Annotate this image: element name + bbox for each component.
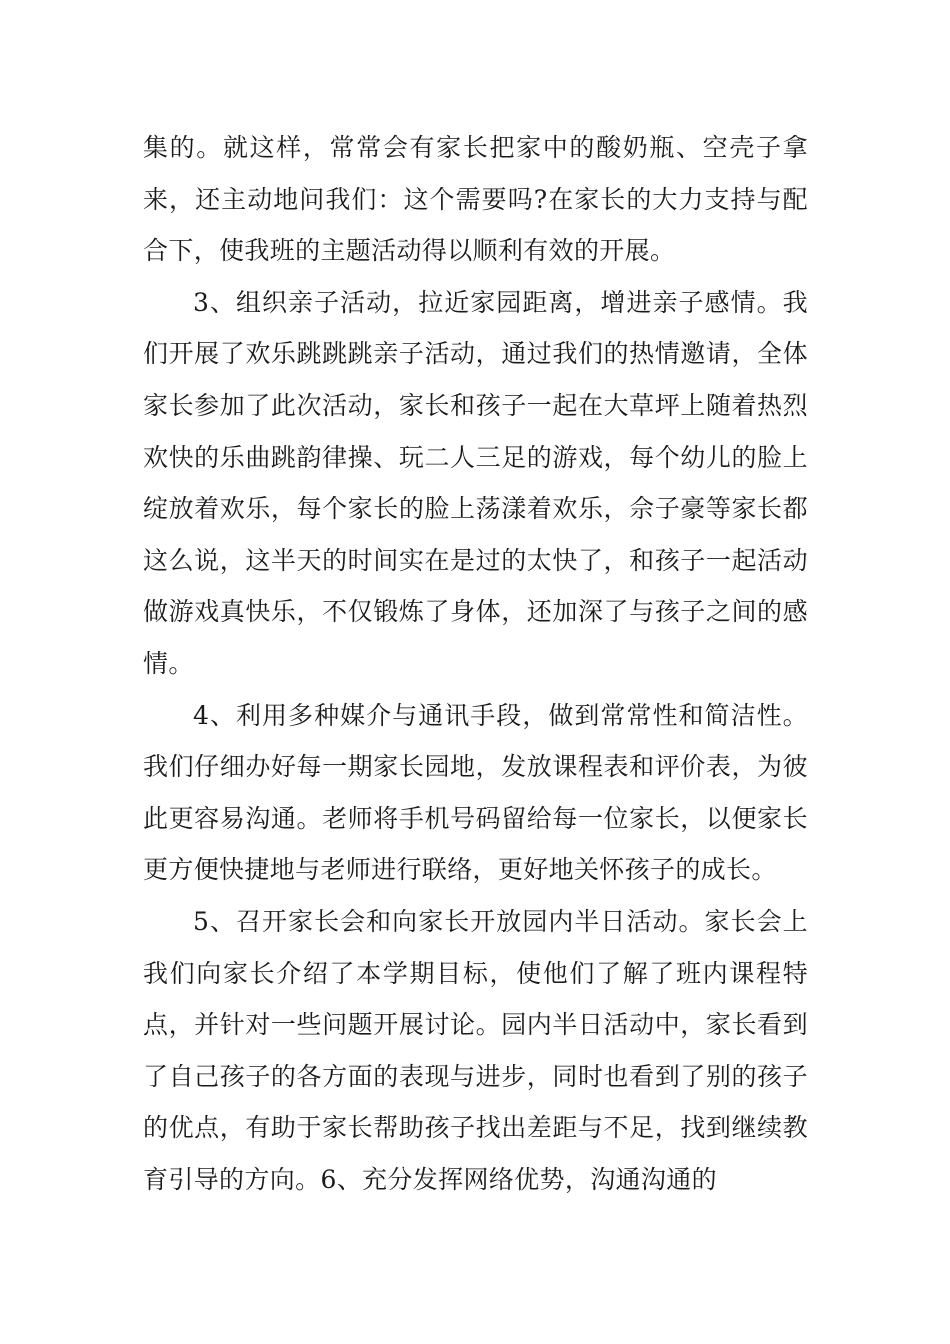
paragraph-parent-meeting: 5、召开家长会和向家长开放园内半日活动。家长会上我们向家长介绍了本学期目标，使他们了解了班内课程特点，并针对一些问题开展讨论。园内半日活动中，家长看到了自己孩子的各方面的表现与进步，同时也看到了别的孩子的优点，有助于家长帮助孩子找出差距与不足，找到继续教育引导的方向。6、充分发挥网络优势，沟通沟通的 bbox=[143, 906, 808, 1194]
document-page bbox=[143, 122, 808, 1205]
paragraph-parent-child-activity: 3、组织亲子活动，拉近家园距离，增进亲子感情。我们开展了欢乐跳跳跳亲子活动，通过我们的热情邀请，全体家长参加了此次活动，家长和孩子一起在大草坪上随着热烈欢快的乐曲跳韵律操、玩二人三足的游戏，每个幼儿的脸上绽放着欢乐，每个家长的脸上荡漾着欢乐，佘子豪等家长都这么说，这半天的时间实在是过的太快了，和孩子一起活动做游戏真快乐，不仅锻炼了身体，还加深了与孩子之间的感情。 bbox=[143, 287, 808, 678]
paragraph-media-communication: 4、利用多种媒介与通讯手段，做到常常性和简洁性。我们仔细办好每一期家长园地，发放课程表和评价表，为彼此更容易沟通。老师将手机号码留给每一位家长，以便家长更方便快捷地与老师进行联络，更好地关怀孩子的成长。 bbox=[143, 700, 808, 885]
paragraph-parent-support: 集的。就这样，常常会有家长把家中的酸奶瓶、空壳子拿来，还主动地问我们：这个需要吗?在家长的大力支持与配合下，使我班的主题活动得以顺利有效的开展。 bbox=[143, 133, 808, 266]
